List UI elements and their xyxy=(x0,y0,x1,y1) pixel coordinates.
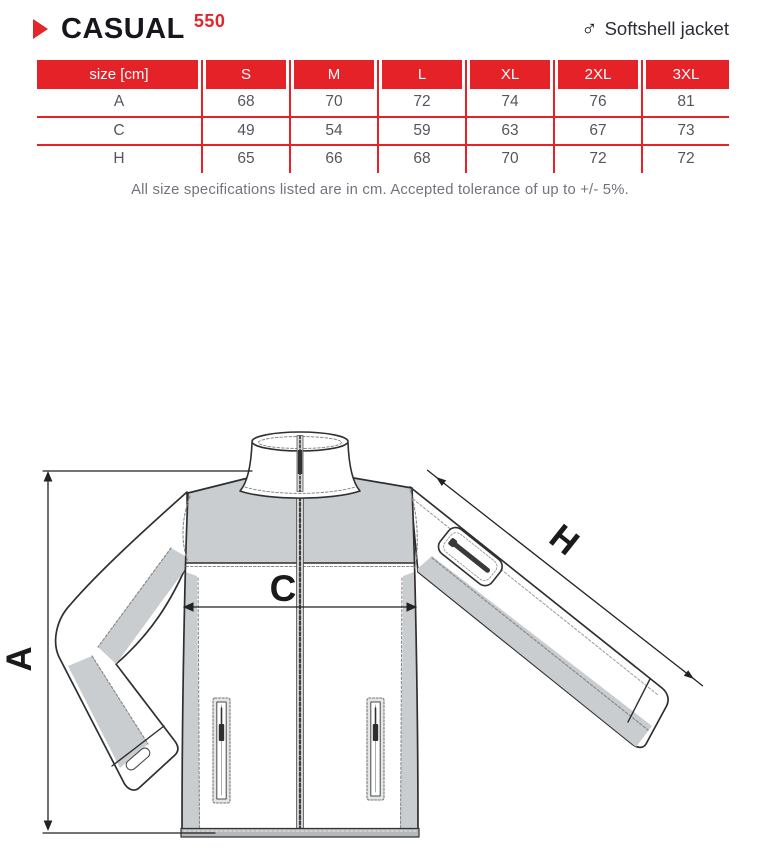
cell: 81 xyxy=(642,89,729,117)
size-table xyxy=(37,60,729,173)
cell: 72 xyxy=(378,89,466,117)
measure-c-label: C xyxy=(269,568,297,609)
col-header-s: S xyxy=(202,60,290,89)
table-row-a xyxy=(37,89,729,117)
pocket-zipper-pull xyxy=(219,724,224,741)
cell: 68 xyxy=(378,145,466,173)
table-row-c xyxy=(37,117,729,146)
cell: 72 xyxy=(554,145,642,173)
cell: 54 xyxy=(290,117,378,146)
cell: 63 xyxy=(466,117,554,146)
row-label: A xyxy=(37,89,202,117)
col-header-size: size [cm] xyxy=(37,60,202,89)
tolerance-note: All size specifications listed are in cm. Accepted tolerance of up to +/- 5%. xyxy=(131,182,629,198)
col-header-2xl: 2XL xyxy=(554,60,642,89)
left-front-pocket xyxy=(213,698,230,803)
collar-zipper xyxy=(297,436,303,492)
measure-h-label: H xyxy=(542,516,587,564)
col-header-3xl: 3XL xyxy=(642,60,729,89)
front-zipper xyxy=(297,489,304,830)
product-category-group xyxy=(581,18,729,40)
arrowhead-up xyxy=(44,471,53,482)
cell: 67 xyxy=(554,117,642,146)
product-name: CASUAL xyxy=(61,12,185,45)
male-gender-icon: ♂ xyxy=(581,16,598,41)
table-row-h xyxy=(37,145,729,173)
cell: 76 xyxy=(554,89,642,117)
cell: 65 xyxy=(202,145,290,173)
row-label: C xyxy=(37,117,202,146)
cell: 49 xyxy=(202,117,290,146)
jacket-body xyxy=(181,477,419,837)
left-sleeve xyxy=(56,492,192,790)
right-front-pocket xyxy=(367,698,384,800)
cell: 74 xyxy=(466,89,554,117)
hem-band xyxy=(181,829,419,838)
cell: 73 xyxy=(642,117,729,146)
col-header-l: L xyxy=(378,60,466,89)
product-model-number: 550 xyxy=(193,10,226,31)
size-table-wrapper xyxy=(37,60,729,173)
cell: 59 xyxy=(378,117,466,146)
product-type-label: Softshell jacket xyxy=(604,18,729,39)
col-header-m: M xyxy=(290,60,378,89)
arrowhead-upleft xyxy=(436,477,446,486)
arrowhead-down xyxy=(44,821,53,832)
pocket-zipper-pull xyxy=(373,724,378,741)
row-label: H xyxy=(113,150,125,168)
right-sleeve xyxy=(410,487,668,747)
col-header-xl: XL xyxy=(466,60,554,89)
cell: 70 xyxy=(466,145,554,173)
cell: 68 xyxy=(202,89,290,117)
product-title-group xyxy=(33,10,226,46)
measure-a-label: A xyxy=(0,646,39,672)
cell: 66 xyxy=(290,145,378,173)
jacket-diagram xyxy=(0,418,760,858)
red-triangle-icon xyxy=(33,19,48,39)
cell: 70 xyxy=(290,89,378,117)
collar xyxy=(240,432,360,498)
cell: 72 xyxy=(642,145,729,173)
size-table-header-row xyxy=(37,60,729,89)
header xyxy=(33,10,729,48)
